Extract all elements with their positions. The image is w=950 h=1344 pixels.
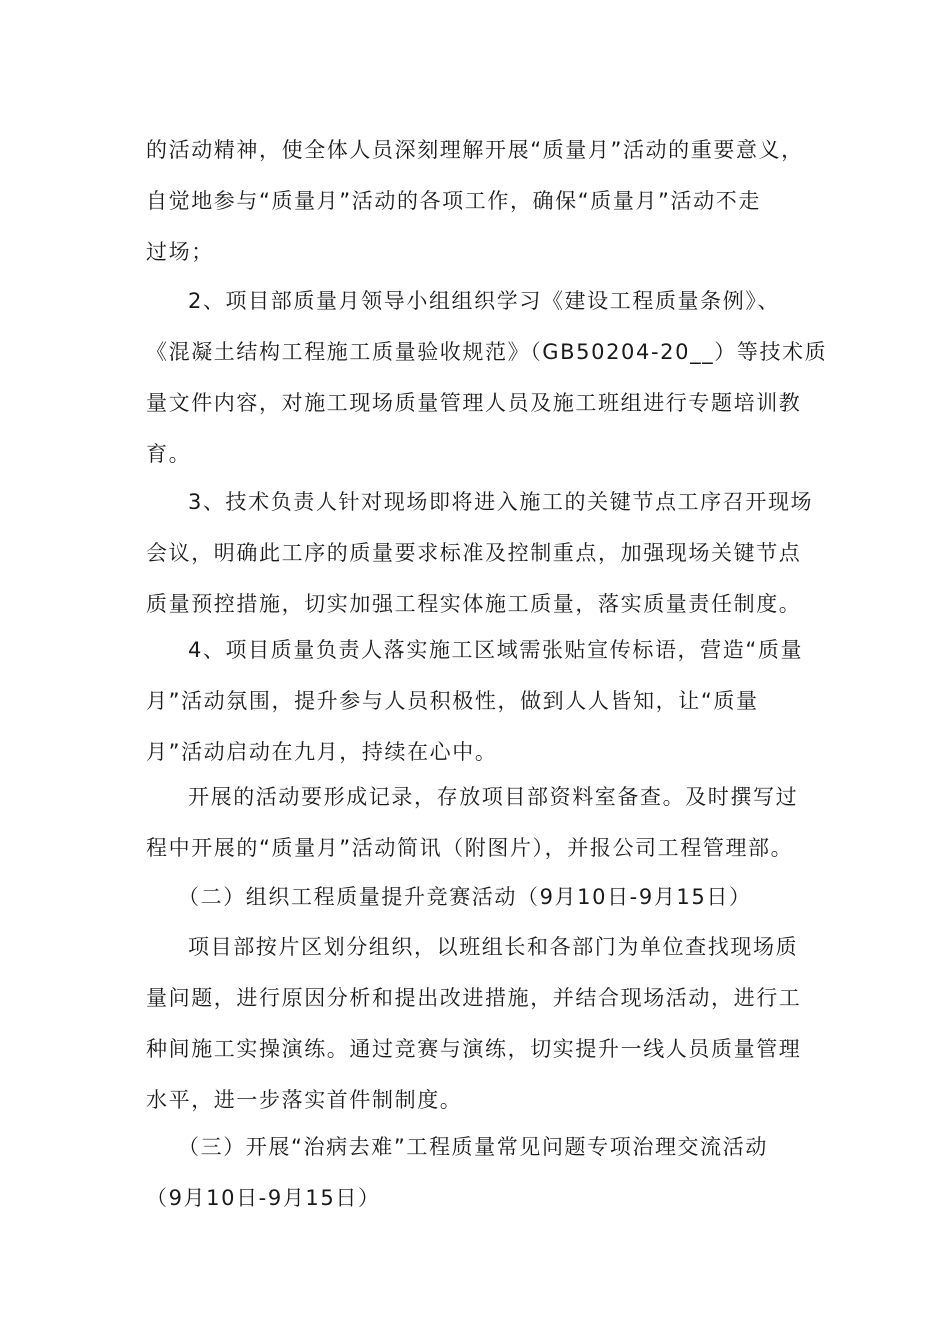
paragraph-item-2 [146,276,828,480]
heading-line: （二）组织工程质量提升竞赛活动（9月10日-9月15日） [178,885,752,909]
section-heading-2 [146,872,810,923]
text-line: 2、项目部质量月领导小组组织学习《建设工程质量条例》、 [188,289,781,313]
text-line: 量文件内容，对施工现场质量管理人员及施工班组进行专题培训教 [146,391,802,415]
text-line: 月”活动启动在九月，持续在心中。 [146,740,498,764]
text-line: 水平，进一步落实首件制制度。 [146,1088,463,1112]
paragraph-records [146,772,810,874]
paragraph-activity-spirit [146,125,810,278]
text-line: 量问题，进行原因分析和提出改进措施，并结合现场活动，进行工 [146,986,802,1010]
text-line: 过场； [146,240,214,264]
paragraph-item-3 [146,477,814,630]
text-line: 育。 [146,442,192,466]
text-line: 的活动精神，使全体人员深刻理解开展“质量月”活动的重要意义， [146,138,804,162]
text-line: 《混凝土结构工程施工质量验收规范》（GB50204-20__）等技术质 [146,340,828,364]
text-line: 种间施工实操演练。通过竞赛与演练，切实提升一线人员质量管理 [146,1037,802,1061]
text-line: 开展的活动要形成记录，存放项目部资料室备查。及时撰写过 [188,785,799,809]
text-line: 4、项目质量负责人落实施工区域需张贴宣传标语，营造“质量 [188,638,804,662]
text-line: 程中开展的“质量月”活动简讯（附图片），并报公司工程管理部。 [146,836,794,860]
text-line: 月”活动氛围，提升参与人员积极性，做到人人皆知，让“质量 [146,689,759,713]
paragraph-competition [146,922,810,1126]
paragraph-item-4 [146,625,810,778]
heading-line: （三）开展“治病去难”工程质量常见问题专项治理交流活动 [178,1135,768,1159]
text-line: 3、技术负责人针对现场即将进入施工的关键节点工序召开现场 [188,490,814,514]
text-line: 自觉地参与“质量月”活动的各项工作，确保“质量月”活动不走 [146,189,761,213]
text-line: 项目部按片区划分组织，以班组长和各部门为单位查找现场质 [188,935,799,959]
heading-line: （9月10日-9月15日） [146,1186,381,1210]
section-heading-3 [146,1122,810,1224]
text-line: 会议，明确此工序的质量要求标准及控制重点，加强现场关键节点 [146,541,802,565]
text-line: 质量预控措施，切实加强工程实体施工质量，落实质量责任制度。 [146,592,802,616]
